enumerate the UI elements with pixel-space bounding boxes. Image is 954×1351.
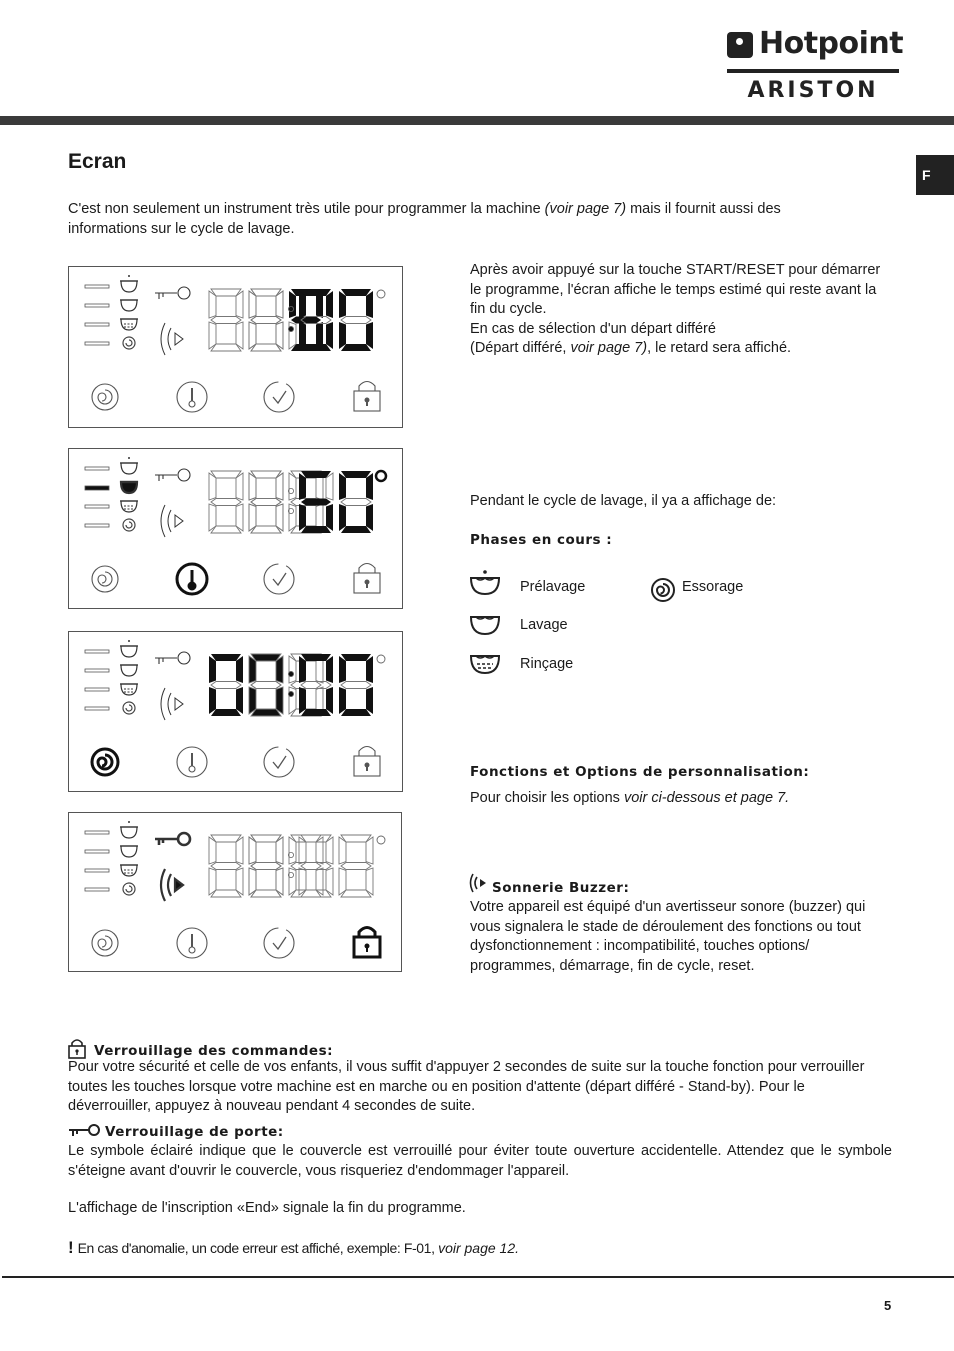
phase-bar — [85, 323, 109, 326]
lav-phase-icon — [120, 482, 138, 493]
segment-off — [289, 868, 296, 895]
intro-text-end: mais il fournit aussi des informations sur le cycle de lavage. — [68, 201, 781, 237]
segment-off — [341, 863, 371, 870]
colon-dot — [288, 671, 293, 676]
spin-phase-icon — [123, 883, 135, 895]
segment-off — [249, 504, 256, 531]
error-page-ref: voir page 12. — [438, 1240, 520, 1256]
segment-off — [236, 837, 243, 864]
segment-off — [299, 837, 306, 864]
brand-name: Hotpoint — [759, 26, 904, 61]
segment-on — [236, 687, 243, 714]
segment-on — [339, 656, 346, 683]
degree-icon — [377, 655, 385, 663]
sub-brand-name: ARISTON — [747, 78, 879, 103]
segment-off — [291, 863, 321, 870]
spin-status-icon — [92, 930, 118, 956]
segment-on — [211, 654, 241, 661]
segment-off — [291, 890, 321, 897]
display-panel-2 — [68, 448, 403, 609]
timer-status-icon — [264, 382, 294, 412]
segment-on — [366, 687, 373, 714]
phase-bar — [85, 707, 109, 710]
segment-off — [211, 863, 241, 870]
segment-on — [339, 291, 346, 318]
segment-off — [249, 291, 256, 318]
lcd-digit — [339, 289, 373, 351]
segment-on — [299, 473, 306, 500]
delay-page-ref: voir page 7) — [570, 340, 648, 356]
segment-off — [276, 291, 283, 318]
segment-off — [289, 687, 296, 714]
buzzer-text: Votre appareil est équipé d'un avertisseur sonore (buzzer) qui vous signalera le stade de déroulement des fonctions ou tout dysfonctionnement : incompatibilité, touches options/ programmes, démarrage, fin de cycle, reset. — [470, 899, 866, 974]
segment-off — [339, 868, 346, 895]
segment-off — [276, 837, 283, 864]
essorage-icon — [650, 577, 676, 603]
rin-phase-icon — [120, 319, 138, 330]
segment-on — [339, 687, 346, 714]
segment-off — [289, 837, 296, 864]
phase-bar — [85, 342, 109, 345]
display-panel-1 — [68, 266, 403, 428]
phases-title: Phases en cours : — [470, 532, 613, 548]
segment-on — [341, 654, 371, 661]
segment-off — [211, 344, 241, 351]
padlock-icon — [67, 1038, 87, 1060]
buzzer-icon — [161, 688, 183, 720]
header-rule — [0, 116, 954, 125]
segment-on — [291, 317, 321, 324]
segment-off — [251, 471, 281, 478]
segment-on — [209, 656, 216, 683]
lavage-icon — [468, 613, 502, 637]
segment-off — [211, 890, 241, 897]
door-key-icon — [155, 469, 190, 481]
segment-on — [341, 471, 371, 478]
lock-status-icon — [354, 747, 380, 777]
segment-on — [289, 291, 296, 318]
segment-on — [339, 504, 346, 531]
segment-off — [341, 835, 371, 842]
segment-off — [209, 473, 216, 500]
phase-bar — [85, 669, 109, 672]
lcd-digit — [249, 835, 283, 897]
timer-status-icon — [264, 928, 294, 958]
spin-status-icon — [92, 566, 118, 592]
page-title: Ecran — [68, 150, 127, 173]
pre-phase-icon — [120, 275, 138, 292]
delay-text: En cas de sélection d'un départ différé — [470, 320, 716, 337]
segment-on — [299, 687, 306, 714]
segment-on — [301, 289, 331, 296]
pre-phase-icon — [120, 640, 138, 657]
phase-bar — [85, 869, 109, 872]
error-note — [68, 1238, 519, 1258]
cycle-intro: Pendant le cycle de lavage, il ya a affichage de: — [470, 493, 777, 509]
rin-phase-icon — [120, 865, 138, 876]
end-text: L'affichage de l'inscription «End» signale la fin du programme. — [68, 1200, 466, 1216]
phase-bar — [85, 850, 109, 853]
spin-phase-icon — [123, 337, 135, 349]
hotpoint-logo — [727, 26, 904, 68]
lcd-digit — [339, 835, 373, 897]
segment-off — [209, 837, 216, 864]
lock-status-icon — [354, 564, 380, 594]
segment-off — [209, 868, 216, 895]
lock-status-icon — [354, 928, 380, 958]
rincage-icon — [468, 652, 502, 676]
phase-lavage: Lavage — [520, 617, 568, 633]
buzzer-icon — [161, 869, 183, 901]
segment-on — [301, 344, 331, 351]
timer-status-icon — [264, 564, 294, 594]
phase-bar — [85, 285, 109, 288]
segment-off — [209, 322, 216, 349]
segment-off — [251, 682, 281, 689]
phase-bar — [85, 888, 109, 891]
phase-bar — [85, 467, 109, 470]
segment-off — [251, 344, 281, 351]
logo-mark-icon — [727, 32, 753, 58]
segment-off — [211, 471, 241, 478]
display-panel-graphics — [85, 640, 385, 777]
segment-off — [251, 499, 281, 506]
lock-status-icon — [354, 382, 380, 412]
phase-prelavage: Prélavage — [520, 579, 586, 595]
segment-off — [289, 322, 296, 349]
lcd-digit — [209, 654, 243, 716]
segment-on — [209, 687, 216, 714]
thermo-status-icon — [177, 928, 207, 958]
intro-paragraph — [68, 200, 818, 239]
segment-off — [251, 317, 281, 324]
segment-on — [236, 656, 243, 683]
lcd-digit — [209, 289, 243, 351]
segment-off — [211, 317, 241, 324]
buzzer-icon — [161, 505, 183, 537]
segment-on — [341, 709, 371, 716]
segment-off — [211, 499, 241, 506]
buzzer-icon — [161, 323, 183, 355]
segment-off — [249, 322, 256, 349]
degree-icon — [377, 836, 385, 844]
buzzer-icon — [468, 872, 490, 894]
segment-off — [301, 890, 331, 897]
functions-text-pre: Pour choisir les options — [470, 790, 624, 806]
segment-on — [301, 709, 331, 716]
timer-status-icon — [264, 747, 294, 777]
thermo-status-icon — [177, 382, 207, 412]
segment-off — [341, 890, 371, 897]
segment-off — [289, 656, 296, 683]
lock-text: Pour votre sécurité et celle de vos enfants, il vous suffit d'appuyer 2 secondes de suite sur la touche fonction pour verrouiller toutes les touches lorsque votre machine est en marche ou en position d'attente (départ différé - Stand-by). Pour le déverrouiller, appuyez à nouveau pendant 4 secondes de suite. — [68, 1059, 865, 1114]
segment-off — [251, 526, 281, 533]
prelavage-icon — [468, 570, 502, 598]
segment-on — [301, 526, 331, 533]
segment-on — [301, 471, 331, 478]
logo-divider — [727, 69, 899, 73]
segment-off — [366, 837, 373, 864]
segment-on — [326, 322, 333, 349]
segment-on — [326, 656, 333, 683]
degree-icon — [377, 290, 385, 298]
lcd-digit — [209, 835, 243, 897]
rin-phase-icon — [120, 684, 138, 695]
door-key-icon — [155, 287, 190, 299]
display-panel-graphics — [85, 457, 386, 594]
phase-bar — [85, 524, 109, 527]
segment-off — [251, 835, 281, 842]
phase-bar — [85, 650, 109, 653]
segment-off — [341, 682, 371, 689]
segment-off — [251, 499, 281, 506]
segment-off — [249, 473, 256, 500]
spin-phase-icon — [123, 702, 135, 714]
segment-off — [291, 835, 321, 842]
intro-text: C'est non seulement un instrument très utile pour programmer la machine — [68, 201, 545, 217]
segment-off — [291, 682, 321, 689]
segment-on — [301, 654, 331, 661]
lcd-digit — [249, 471, 283, 533]
segment-on — [339, 473, 346, 500]
segment-off — [251, 863, 281, 870]
footer-rule — [2, 1276, 954, 1278]
segment-on — [366, 291, 373, 318]
segment-off — [326, 473, 333, 500]
language-tab: F — [916, 155, 954, 195]
colon-dot — [288, 326, 293, 331]
rin-phase-icon — [120, 501, 138, 512]
display-panel-graphics — [85, 821, 385, 958]
segment-off — [249, 837, 256, 864]
door-title: Verrouillage de porte: — [105, 1124, 284, 1140]
door-key-icon — [155, 833, 190, 845]
segment-on — [366, 656, 373, 683]
segment-off — [249, 868, 256, 895]
segment-off — [251, 863, 281, 870]
key-icon — [67, 1122, 101, 1140]
segment-off — [341, 317, 371, 324]
delay-text-post: , le retard sera affiché. — [647, 340, 792, 356]
segment-off — [236, 473, 243, 500]
lcd-digit — [249, 289, 283, 351]
thermo-status-icon — [177, 747, 207, 777]
lcd-digit — [339, 471, 373, 533]
pre-phase-icon — [120, 457, 138, 474]
display-panel-3 — [68, 631, 403, 792]
segment-on — [341, 289, 371, 296]
colon-dot — [288, 691, 293, 696]
segment-off — [289, 473, 296, 500]
page-number: 5 — [884, 1298, 892, 1313]
segment-on — [211, 709, 241, 716]
functions-text — [470, 789, 789, 809]
lock-title: Verrouillage des commandes: — [94, 1043, 334, 1059]
segment-on — [326, 291, 333, 318]
intro-page-ref: (voir page 7) — [544, 201, 627, 217]
segment-off — [211, 289, 241, 296]
segment-off — [289, 504, 296, 531]
segment-on — [339, 322, 346, 349]
segment-off — [301, 835, 331, 842]
start-text: Après avoir appuyé sur la touche START/RESET pour démarrer le programme, l'écran affiche le temps estimé qui reste avant la fin du cycle. — [470, 262, 881, 317]
spin-status-icon — [92, 384, 118, 410]
start-paragraph — [470, 261, 890, 359]
phase-essorage: Essorage — [682, 579, 744, 595]
functions-title: Fonctions et Options de personnalisation: — [470, 764, 810, 780]
phase-bar — [85, 688, 109, 691]
phase-rincage: Rinçage — [520, 656, 574, 672]
segment-off — [209, 504, 216, 531]
segment-on — [326, 504, 333, 531]
segment-off — [209, 291, 216, 318]
lcd-digit — [249, 835, 283, 897]
thermo-status-icon — [177, 564, 207, 594]
segment-off — [211, 526, 241, 533]
segment-off — [316, 837, 323, 864]
segment-on — [299, 656, 306, 683]
segment-off — [339, 837, 346, 864]
segment-off — [301, 863, 331, 870]
spin-status-icon — [92, 749, 118, 775]
warning-mark: ! — [68, 1238, 74, 1257]
segment-on — [299, 504, 306, 531]
segment-on — [341, 344, 371, 351]
segment-on — [366, 473, 373, 500]
door-key-icon — [155, 652, 190, 664]
error-text: En cas d'anomalie, un code erreur est affiché, exemple: F-01, — [77, 1240, 439, 1256]
lcd-digit — [249, 289, 283, 351]
segment-off — [251, 289, 281, 296]
segment-off — [236, 291, 243, 318]
colon-dot — [288, 306, 293, 311]
display-panel-graphics — [85, 275, 385, 412]
segment-off — [341, 499, 371, 506]
segment-off — [276, 473, 283, 500]
segment-off — [251, 317, 281, 324]
segment-off — [326, 837, 333, 864]
phase-bar — [85, 304, 109, 307]
buzzer-title: Sonnerie Buzzer: — [492, 880, 630, 896]
lcd-digit — [209, 471, 243, 533]
segment-off — [251, 890, 281, 897]
segment-off — [301, 682, 331, 689]
segment-on — [366, 322, 373, 349]
display-panel-4 — [68, 812, 402, 972]
segment-on — [341, 526, 371, 533]
lav-phase-icon — [120, 300, 138, 311]
segment-off — [211, 682, 241, 689]
phase-bar — [85, 505, 109, 508]
lav-phase-icon — [120, 846, 138, 857]
phase-bar — [85, 831, 109, 834]
lav-phase-icon — [120, 665, 138, 676]
functions-page-ref: voir ci-dessous et page 7. — [623, 790, 790, 806]
delay-text-2 — [470, 339, 890, 359]
lcd-digit — [249, 471, 283, 533]
segment-off — [251, 682, 281, 689]
spin-phase-icon — [123, 519, 135, 531]
segment-on — [301, 499, 331, 506]
segment-off — [299, 868, 306, 895]
pre-phase-icon — [120, 821, 138, 838]
door-text: Le symbole éclairé indique que le couvercle est verrouillé pour éviter toute ouverture accidentelle. Attendez que le symbole s'éteigne avant d'ouvrir le couvercle, vous risqueriez d'endommager l'appareil. — [68, 1143, 892, 1179]
segment-on — [366, 504, 373, 531]
lcd-digit — [249, 654, 283, 716]
lcd-digit — [339, 654, 373, 716]
phase-bar — [85, 486, 109, 490]
segment-off — [211, 835, 241, 842]
delay-text-pre: (Départ différé, — [470, 340, 571, 356]
degree-icon — [376, 471, 386, 481]
segment-on — [326, 687, 333, 714]
